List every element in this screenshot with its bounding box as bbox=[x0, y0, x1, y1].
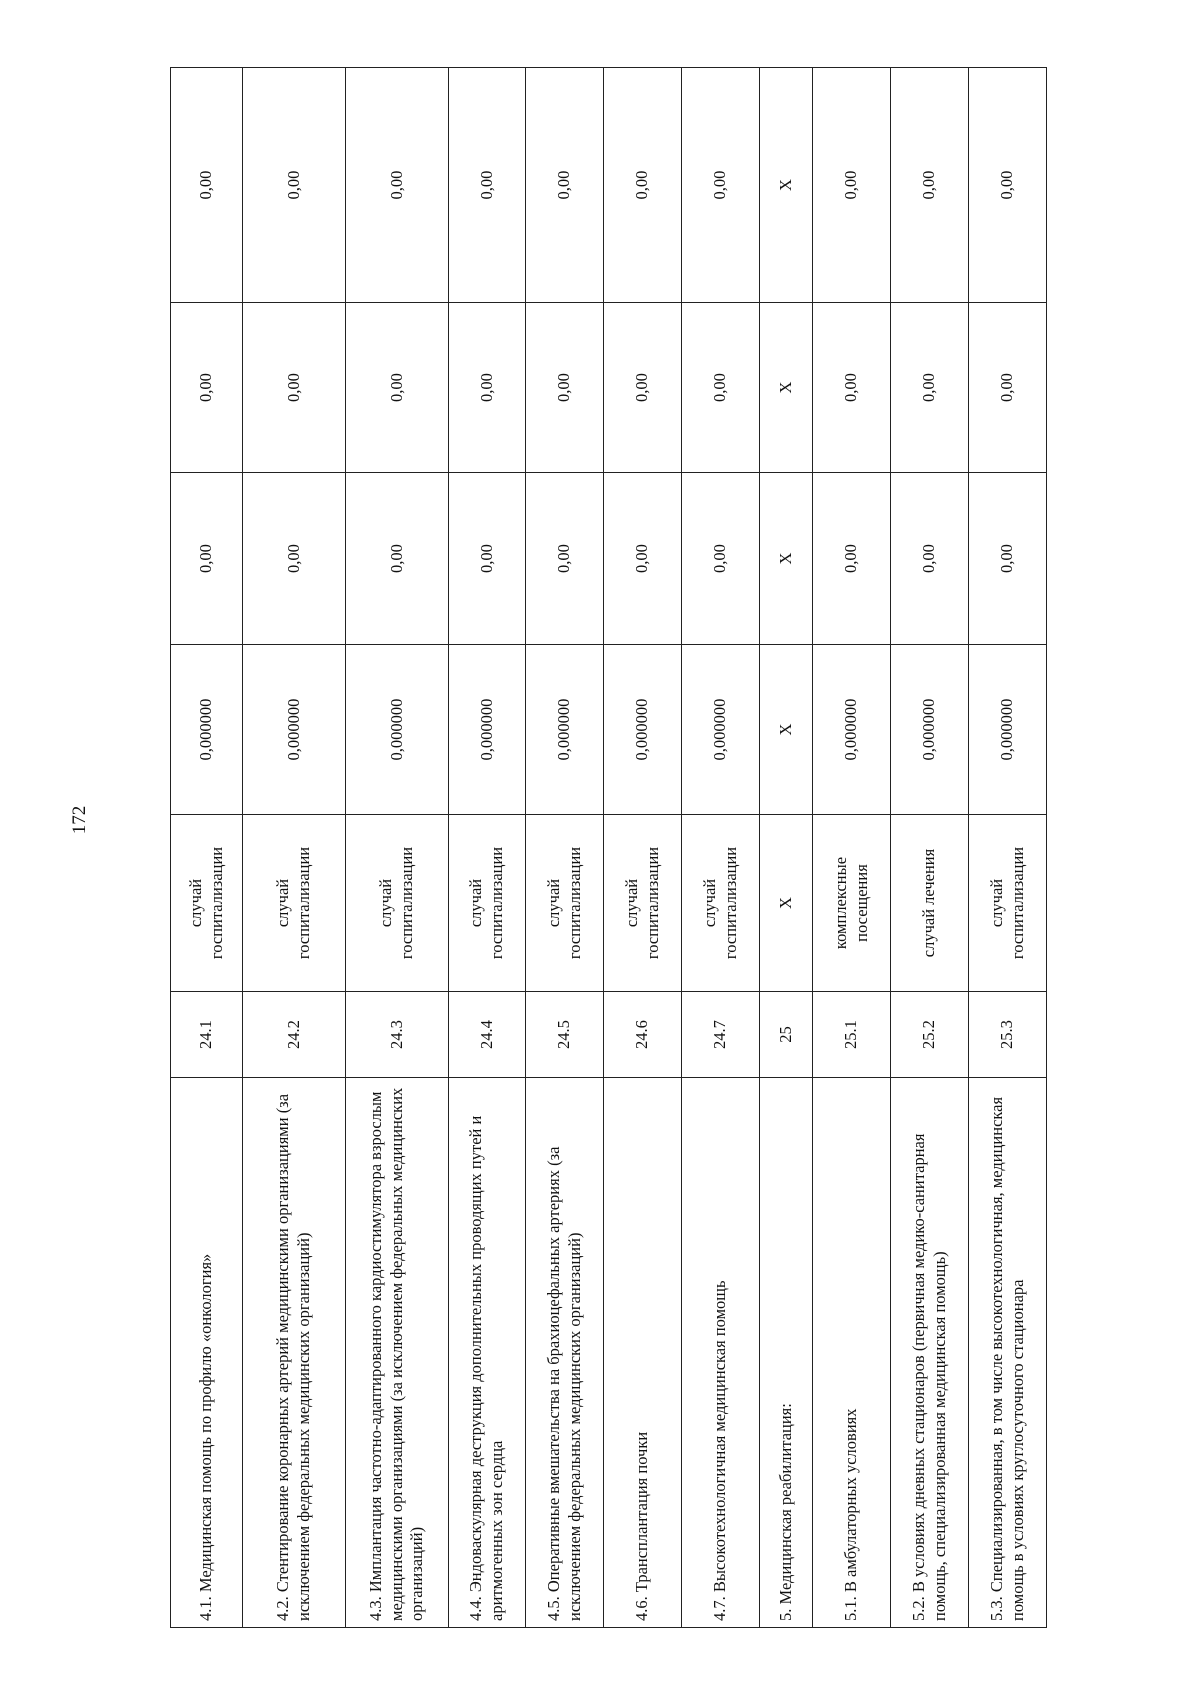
row-code: 25 bbox=[760, 992, 813, 1078]
row-value-4: 0,00 bbox=[171, 68, 243, 303]
row-value-1: 0,000000 bbox=[449, 645, 526, 815]
row-value-4: 0,00 bbox=[813, 68, 891, 303]
row-value-2: 0,00 bbox=[171, 473, 243, 645]
row-value-1: 0,000000 bbox=[891, 645, 969, 815]
row-code: 24.2 bbox=[243, 992, 346, 1078]
row-value-4: 0,00 bbox=[891, 68, 969, 303]
table-row bbox=[449, 68, 526, 1628]
row-code: 24.5 bbox=[526, 992, 604, 1078]
row-value-3: 0,00 bbox=[813, 303, 891, 473]
row-value-3: 0,00 bbox=[346, 303, 449, 473]
row-name: 4.3. Имплантация частотно-адаптированного кардиостимулятора взрослым медицинскими организациями (за исключением федеральных медицинских организаций) bbox=[346, 1078, 449, 1628]
row-value-1: Х bbox=[760, 645, 813, 815]
row-code: 24.6 bbox=[604, 992, 682, 1078]
row-name: 4.4. Эндоваскулярная деструкция дополнительных проводящих путей и аритмогенных зон сердца bbox=[449, 1078, 526, 1628]
table-row bbox=[526, 68, 604, 1628]
row-name: 4.6. Трансплантация почки bbox=[604, 1078, 682, 1628]
row-value-4: 0,00 bbox=[449, 68, 526, 303]
row-unit: случай госпитализации bbox=[526, 815, 604, 992]
table-row bbox=[760, 68, 813, 1628]
table-row bbox=[813, 68, 891, 1628]
row-code: 24.7 bbox=[682, 992, 760, 1078]
row-value-2: Х bbox=[760, 473, 813, 645]
page-number: 172 bbox=[69, 805, 90, 835]
row-value-4: 0,00 bbox=[243, 68, 346, 303]
table-row bbox=[604, 68, 682, 1628]
table-row bbox=[171, 68, 243, 1628]
row-unit: комплексные посещения bbox=[813, 815, 891, 992]
row-value-1: 0,000000 bbox=[813, 645, 891, 815]
row-unit: случай госпитализации bbox=[346, 815, 449, 992]
row-value-2: 0,00 bbox=[891, 473, 969, 645]
row-value-3: 0,00 bbox=[449, 303, 526, 473]
row-value-4: 0,00 bbox=[604, 68, 682, 303]
row-value-3: 0,00 bbox=[891, 303, 969, 473]
row-value-2: 0,00 bbox=[243, 473, 346, 645]
row-unit: случай госпитализации bbox=[604, 815, 682, 992]
row-unit: случай госпитализации bbox=[682, 815, 760, 992]
row-value-2: 0,00 bbox=[682, 473, 760, 645]
table-row bbox=[682, 68, 760, 1628]
row-value-2: 0,00 bbox=[969, 473, 1047, 645]
row-value-3: 0,00 bbox=[171, 303, 243, 473]
row-name: 4.1. Медицинская помощь по профилю «онкология» bbox=[171, 1078, 243, 1628]
row-value-2: 0,00 bbox=[449, 473, 526, 645]
row-name: 4.2. Стентирование коронарных артерий медицинскими организациями (за исключением федеральных медицинских организаций) bbox=[243, 1078, 346, 1628]
row-value-4: 0,00 bbox=[346, 68, 449, 303]
row-unit: случай госпитализации bbox=[969, 815, 1047, 992]
row-name: 5.3. Специализированная, в том числе высокотехнологичная, медицинская помощь в условиях круглосуточного стационара bbox=[969, 1078, 1047, 1628]
row-value-2: 0,00 bbox=[526, 473, 604, 645]
row-unit: Х bbox=[760, 815, 813, 992]
row-value-4: 0,00 bbox=[969, 68, 1047, 303]
row-value-3: Х bbox=[760, 303, 813, 473]
row-name: 5.2. В условиях дневных стационаров (первичная медико-санитарная помощь, специализированная медицинская помощь) bbox=[891, 1078, 969, 1628]
row-value-2: 0,00 bbox=[604, 473, 682, 645]
row-unit: случай лечения bbox=[891, 815, 969, 992]
row-name: 4.5. Оперативные вмешательства на брахиоцефальных артериях (за исключением федеральных медицинских организаций) bbox=[526, 1078, 604, 1628]
row-value-1: 0,000000 bbox=[526, 645, 604, 815]
row-code: 24.1 bbox=[171, 992, 243, 1078]
row-name: 5. Медицинская реабилитация: bbox=[760, 1078, 813, 1628]
row-value-1: 0,000000 bbox=[969, 645, 1047, 815]
table-row bbox=[969, 68, 1047, 1628]
row-unit: случай госпитализации bbox=[171, 815, 243, 992]
row-value-4: 0,00 bbox=[526, 68, 604, 303]
row-name: 4.7. Высокотехнологичная медицинская помощь bbox=[682, 1078, 760, 1628]
row-value-3: 0,00 bbox=[682, 303, 760, 473]
row-value-1: 0,000000 bbox=[346, 645, 449, 815]
row-unit: случай госпитализации bbox=[243, 815, 346, 992]
row-code: 24.3 bbox=[346, 992, 449, 1078]
row-code: 24.4 bbox=[449, 992, 526, 1078]
row-unit: случай госпитализации bbox=[449, 815, 526, 992]
table-row bbox=[243, 68, 346, 1628]
row-value-1: 0,000000 bbox=[171, 645, 243, 815]
rotated-table-container bbox=[170, 68, 1047, 1628]
row-value-1: 0,000000 bbox=[243, 645, 346, 815]
row-value-3: 0,00 bbox=[243, 303, 346, 473]
row-value-3: 0,00 bbox=[969, 303, 1047, 473]
row-value-2: 0,00 bbox=[346, 473, 449, 645]
row-value-1: 0,000000 bbox=[604, 645, 682, 815]
data-table bbox=[170, 67, 1047, 1628]
table-row bbox=[346, 68, 449, 1628]
row-value-4: Х bbox=[760, 68, 813, 303]
row-value-1: 0,000000 bbox=[682, 645, 760, 815]
table-row bbox=[891, 68, 969, 1628]
row-value-2: 0,00 bbox=[813, 473, 891, 645]
row-code: 25.2 bbox=[891, 992, 969, 1078]
row-value-3: 0,00 bbox=[526, 303, 604, 473]
row-value-3: 0,00 bbox=[604, 303, 682, 473]
row-value-4: 0,00 bbox=[682, 68, 760, 303]
row-code: 25.1 bbox=[813, 992, 891, 1078]
row-code: 25.3 bbox=[969, 992, 1047, 1078]
row-name: 5.1. В амбулаторных условиях bbox=[813, 1078, 891, 1628]
